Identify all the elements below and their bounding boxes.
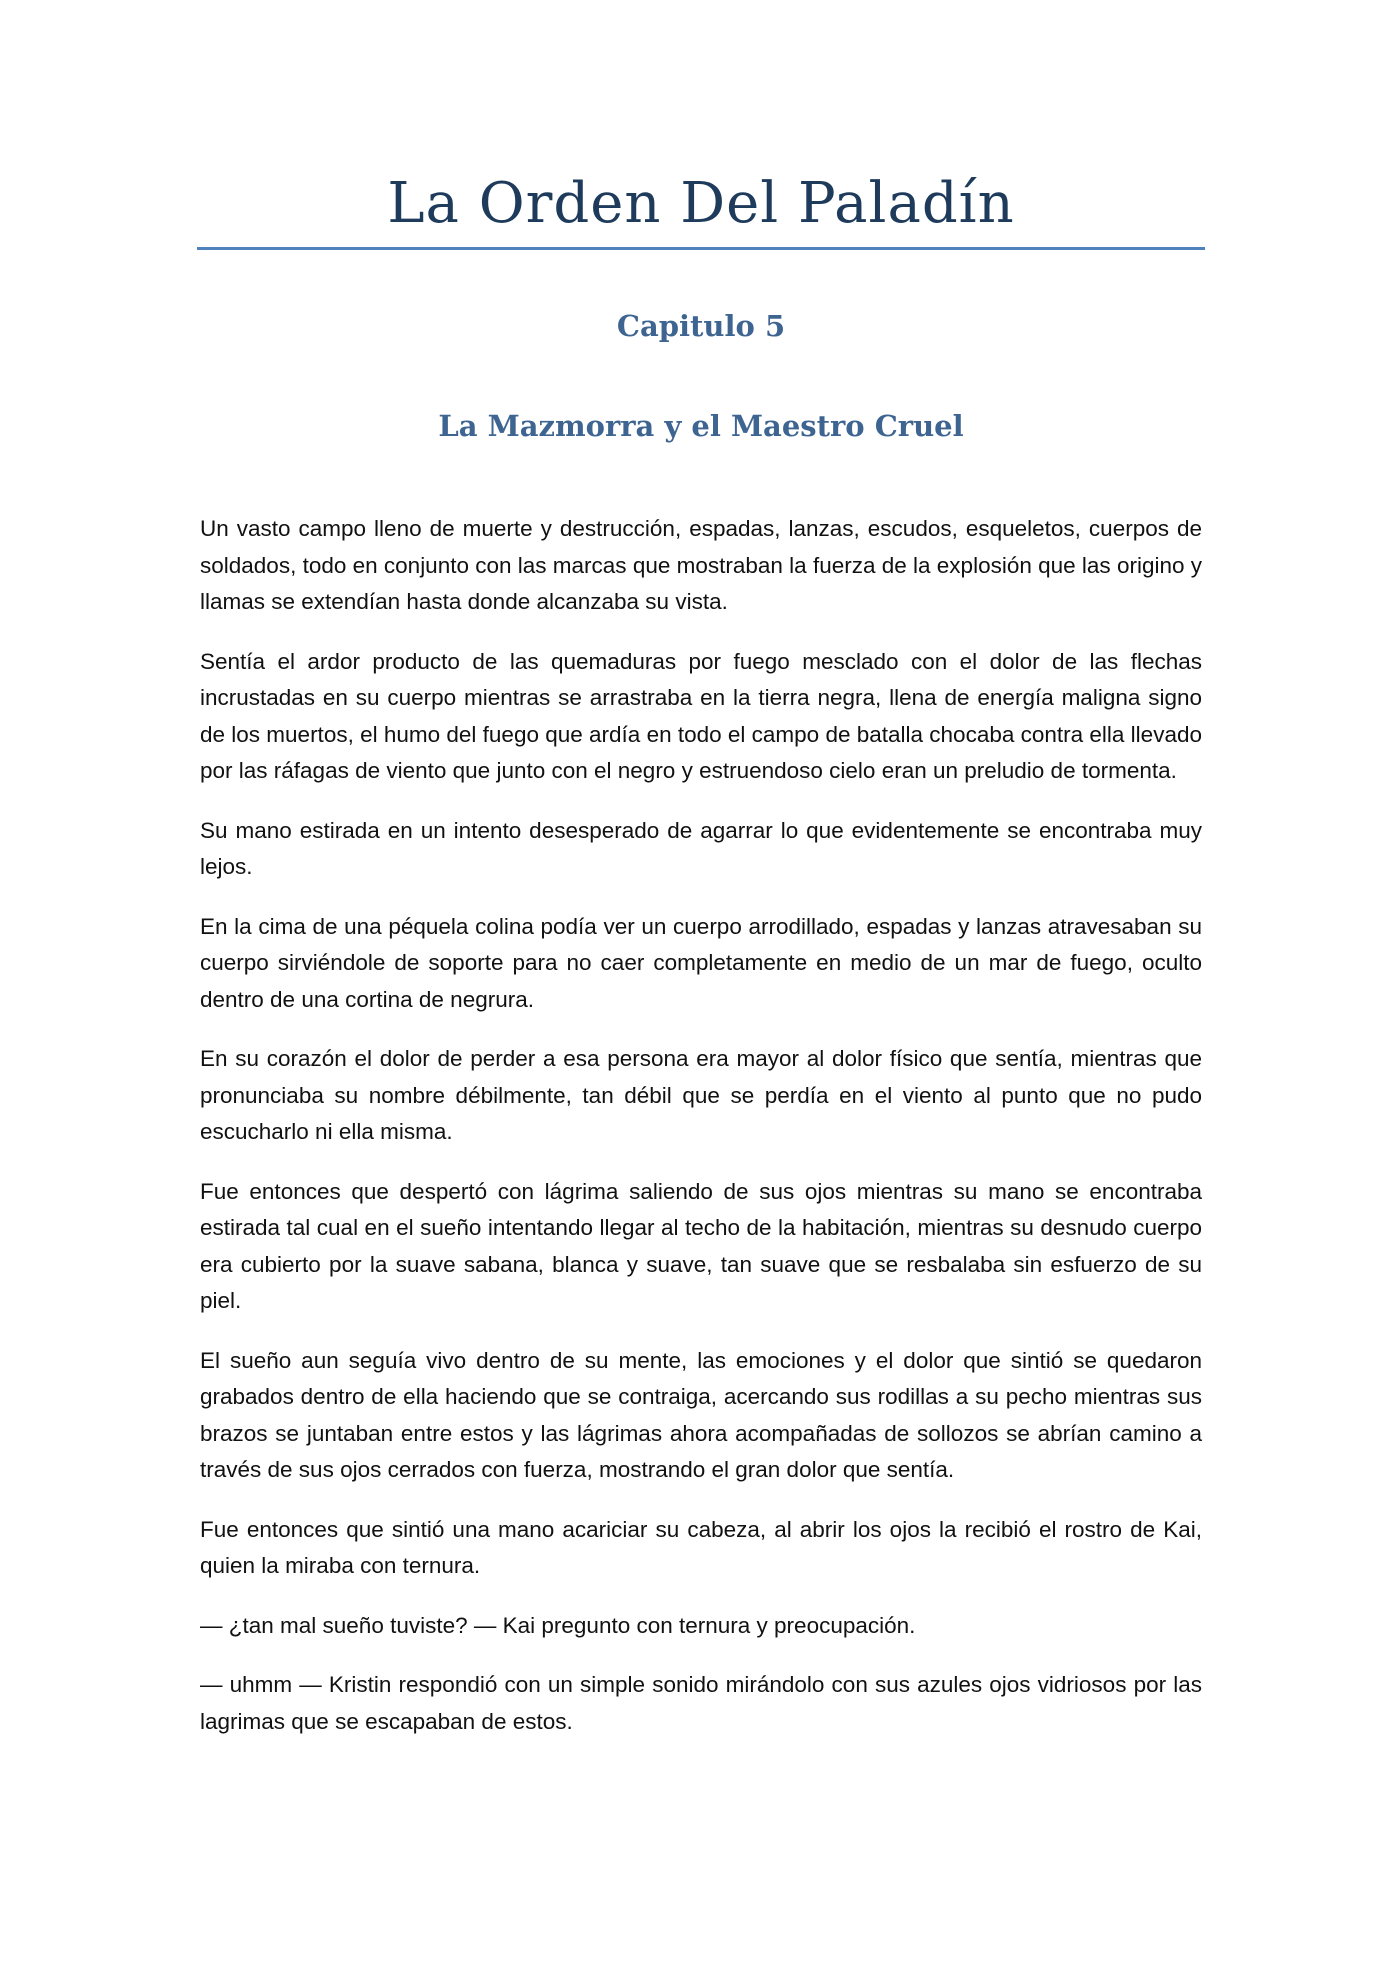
paragraph: En la cima de una péquela colina podía ver un cuerpo arrodillado, espadas y lanzas atravesaban su cuerpo sirviéndole de soporte para no caer completamente en medio de un mar de fuego, oculto dentro de una cortina de negrura. bbox=[200, 913, 1202, 1012]
chapter-body bbox=[200, 511, 1202, 1763]
title-underline bbox=[197, 247, 1205, 250]
dialogue-paragraph: — uhmm — Kristin respondió con un simple sonido mirándolo con sus azules ojos vidriosos por las lagrimas que se escapaban de estos. bbox=[200, 1672, 1202, 1734]
paragraph: El sueño aun seguía vivo dentro de su mente, las emociones y el dolor que sintió se quedaron grabados dentro de ella haciendo que se contraiga, acercando sus rodillas a su pecho mientras sus brazos se juntaban entre estos y las lágrimas ahora acompañadas de sollozos se abrían camino a través de sus ojos cerrados con fuerza, mostrando el gran dolor que sentía. bbox=[200, 1347, 1202, 1482]
chapter-number: Capitulo 5 bbox=[616, 309, 786, 343]
paragraph: Un vasto campo lleno de muerte y destrucción, espadas, lanzas, escudos, esqueletos, cuerpos de soldados, todo en conjunto con las marcas que mostraban la fuerza de la explosión que las origino y llamas se extendían hasta donde alcanzaba su vista. bbox=[200, 516, 1202, 614]
paragraph: Fue entonces que despertó con lágrima saliendo de sus ojos mientras su mano se encontraba estirada tal cual en el sueño intentando llegar al techo de la habitación, mientras su desnudo cuerpo era cubierto por la suave sabana, blanca y suave, tan suave que se resbalaba sin esfuerzo de su piel. bbox=[200, 1178, 1202, 1313]
dialogue-paragraph: — ¿tan mal sueño tuviste? — Kai pregunto con ternura y preocupación. bbox=[200, 1612, 916, 1638]
paragraph: Sentía el ardor producto de las quemaduras por fuego mesclado con el dolor de las flechas incrustadas en su cuerpo mientras se arrastraba en la tierra negra, llena de energía maligna signo de los muertos, el humo del fuego que ardía en todo el campo de batalla chocaba contra ella llevado por las ráfagas de viento que junto con el negro y estruendoso cielo eran un preludio de tormenta. bbox=[200, 648, 1202, 783]
chapter-title: La Mazmorra y el Maestro Cruel bbox=[438, 409, 964, 443]
paragraph: En su corazón el dolor de perder a esa persona era mayor al dolor físico que sentía, mientras que pronunciaba su nombre débilmente, tan débil que se perdía en el viento al punto que no pudo escucharlo ni ella misma. bbox=[200, 1046, 1202, 1144]
paragraph: Su mano estirada en un intento desesperado de agarrar lo que evidentemente se encontraba muy lejos. bbox=[200, 817, 1202, 879]
document-title: La Orden Del Paladín bbox=[387, 171, 1015, 236]
paragraph: Fue entonces que sintió una mano acariciar su cabeza, al abrir los ojos la recibió el rostro de Kai, quien la miraba con ternura. bbox=[200, 1516, 1202, 1578]
